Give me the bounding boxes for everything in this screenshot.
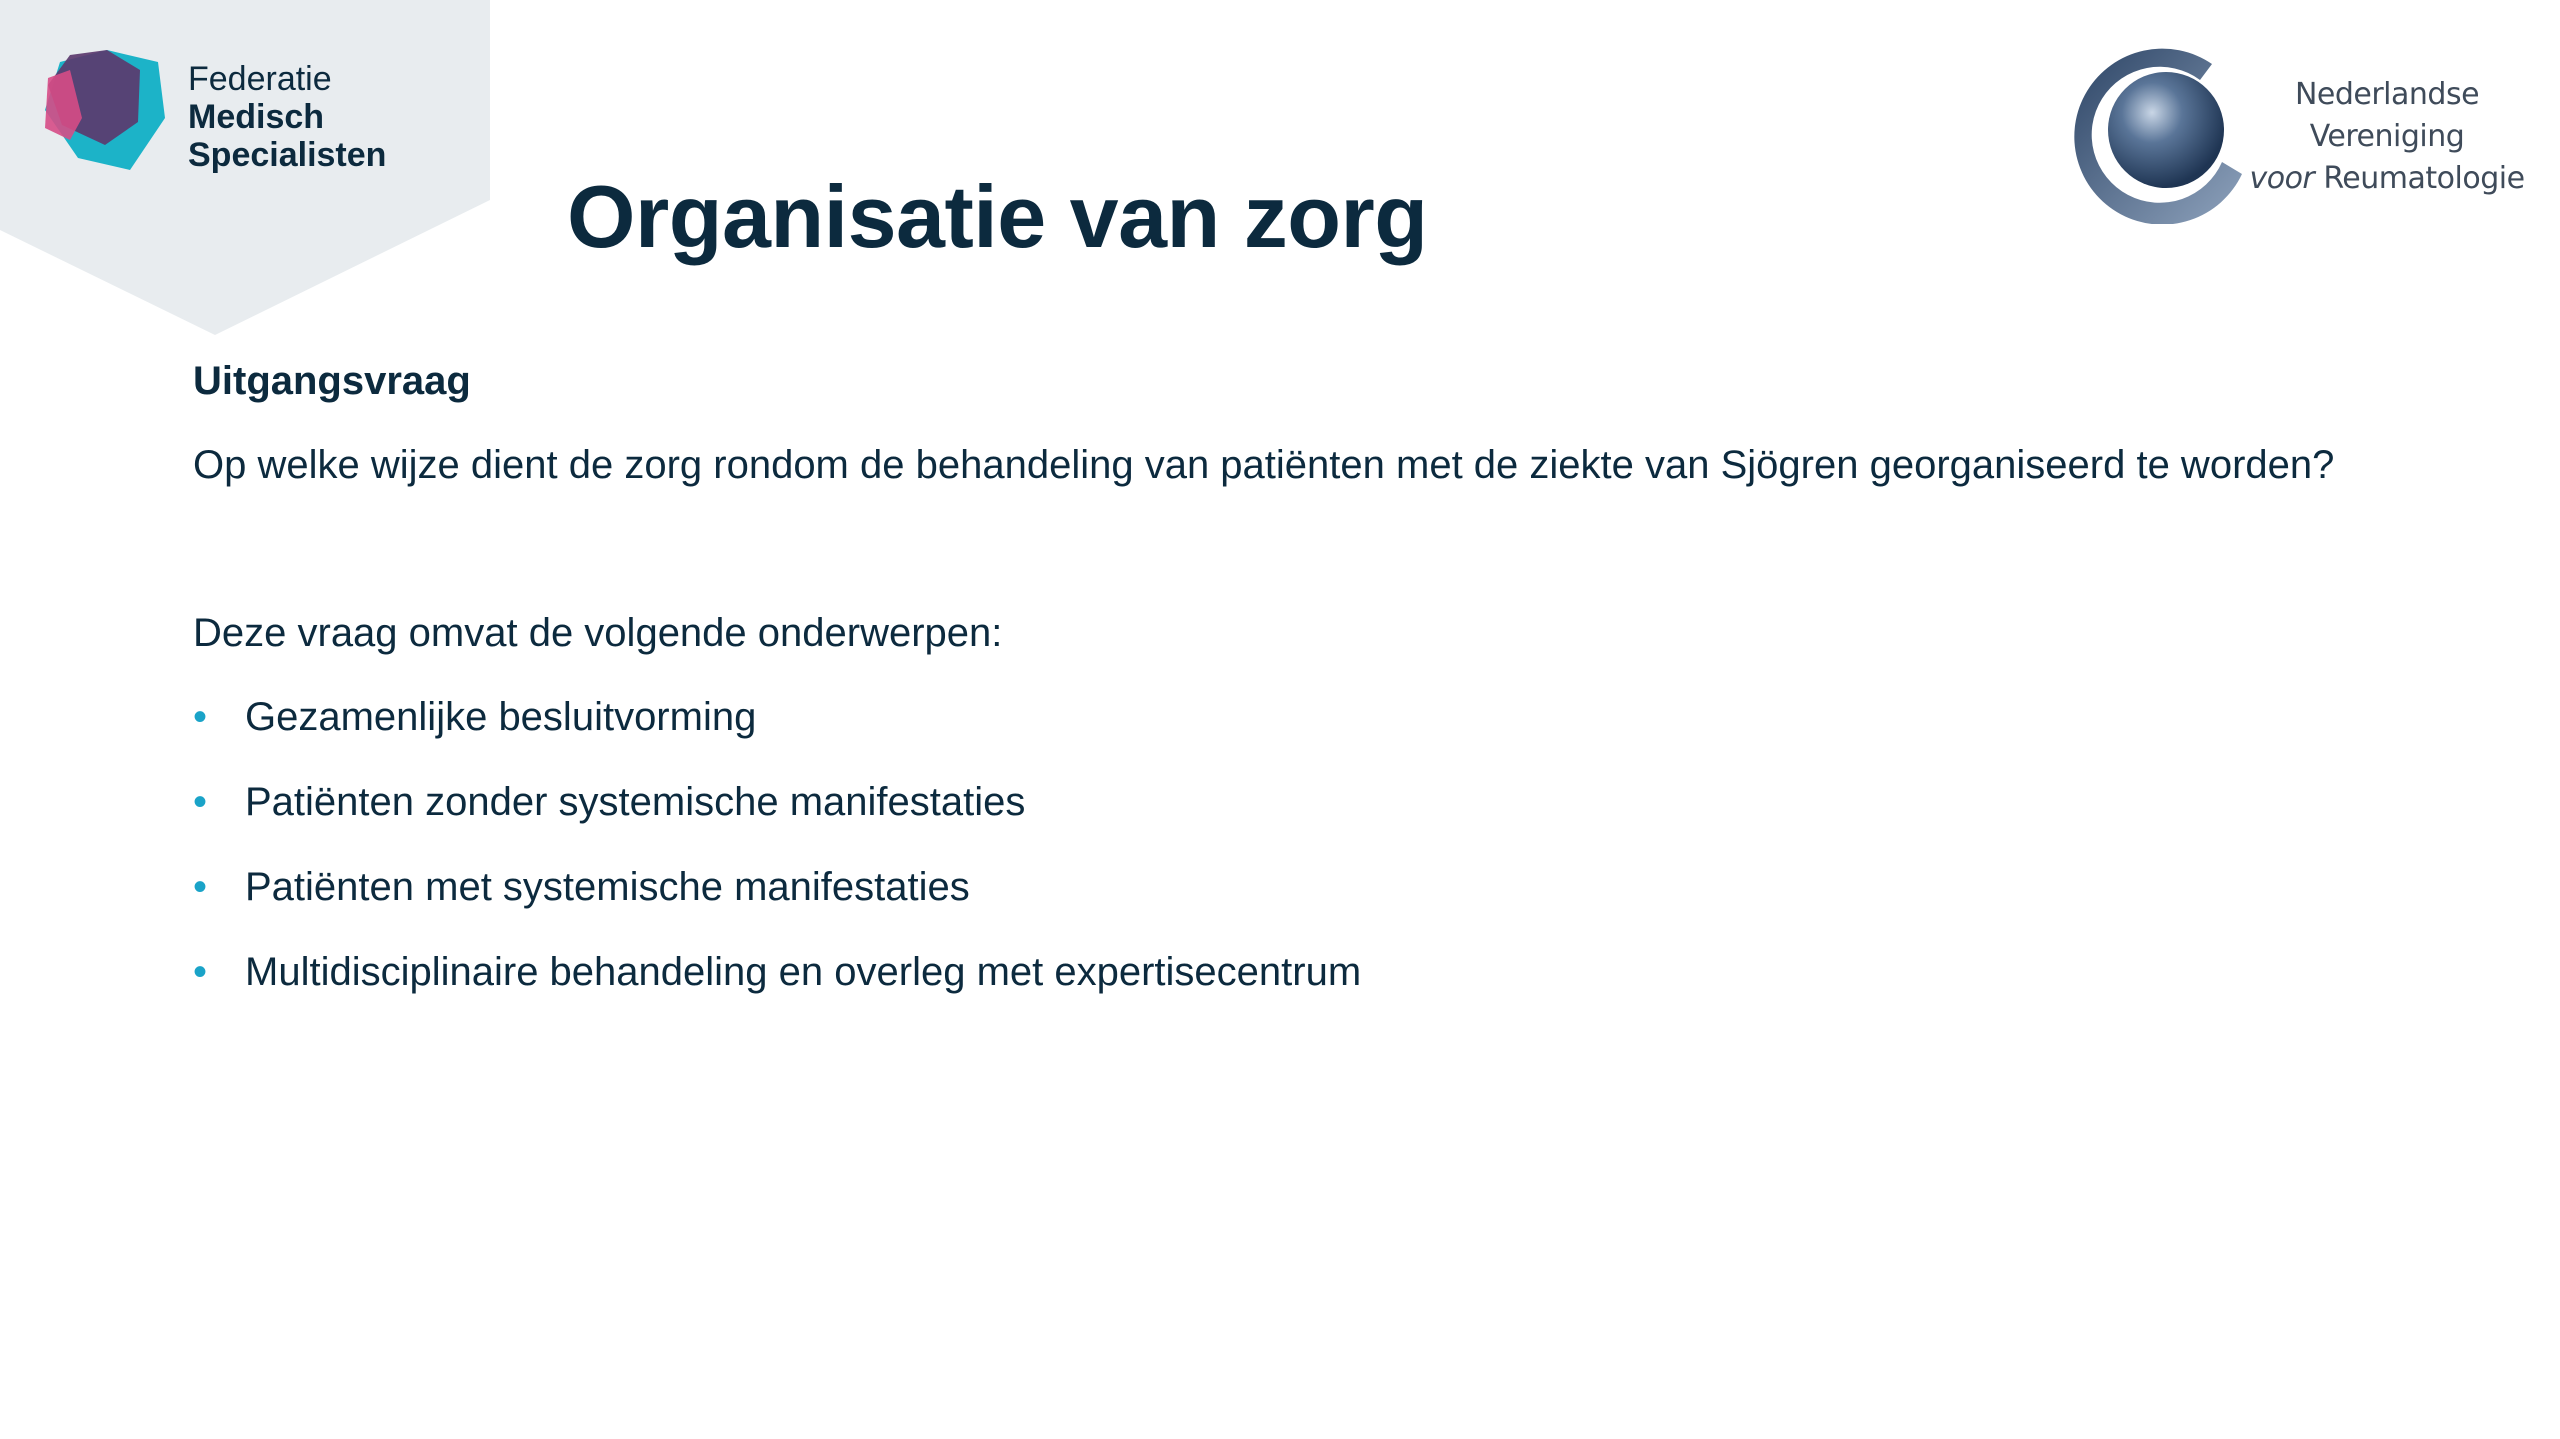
list-item bbox=[193, 858, 2433, 916]
nvr-logo-text bbox=[2228, 74, 2546, 200]
fms-logo-line-3: Specialisten bbox=[188, 136, 387, 174]
question-text: Op welke wijze dient de zorg rondom de behandeling van patiënten met de ziekte van Sjögren georganiseerd te worden? bbox=[193, 443, 2335, 487]
fms-logo-text bbox=[188, 60, 386, 174]
list-item bbox=[193, 688, 2433, 746]
fms-logo-line-1: Federatie bbox=[188, 60, 332, 98]
topic-label: Patiënten zonder systemische manifestaties bbox=[245, 780, 1026, 824]
bullet-icon: • bbox=[193, 950, 208, 994]
subheading: Uitgangsvraag bbox=[193, 359, 471, 403]
topic-list bbox=[193, 688, 2433, 1001]
fms-logo-line-2: Medisch bbox=[188, 98, 325, 136]
intro-text: Deze vraag omvat de volgende onderwerpen: bbox=[193, 611, 1003, 655]
list-item bbox=[193, 773, 2433, 831]
topic-label: Patiënten met systemische manifestaties bbox=[245, 865, 970, 909]
topic-label: Multidisciplinaire behandeling en overleg met expertisecentrum bbox=[245, 950, 1362, 994]
nvr-logo-reumatologie: Reumatologie bbox=[2323, 161, 2525, 196]
topic-label: Gezamenlijke besluitvorming bbox=[245, 695, 757, 739]
nvr-logo-voor: voor bbox=[2249, 161, 2315, 196]
bullet-icon: • bbox=[193, 865, 208, 909]
bullet-icon: • bbox=[193, 780, 208, 824]
slide-title: Organisatie van zorg bbox=[567, 167, 1428, 266]
bullet-icon: • bbox=[193, 695, 208, 739]
list-item bbox=[193, 943, 2433, 1001]
nvr-logo-line-2 bbox=[2228, 158, 2546, 200]
slide-content bbox=[193, 352, 2433, 1028]
nvr-logo-line-1: Nederlandse Vereniging bbox=[2294, 77, 2480, 154]
